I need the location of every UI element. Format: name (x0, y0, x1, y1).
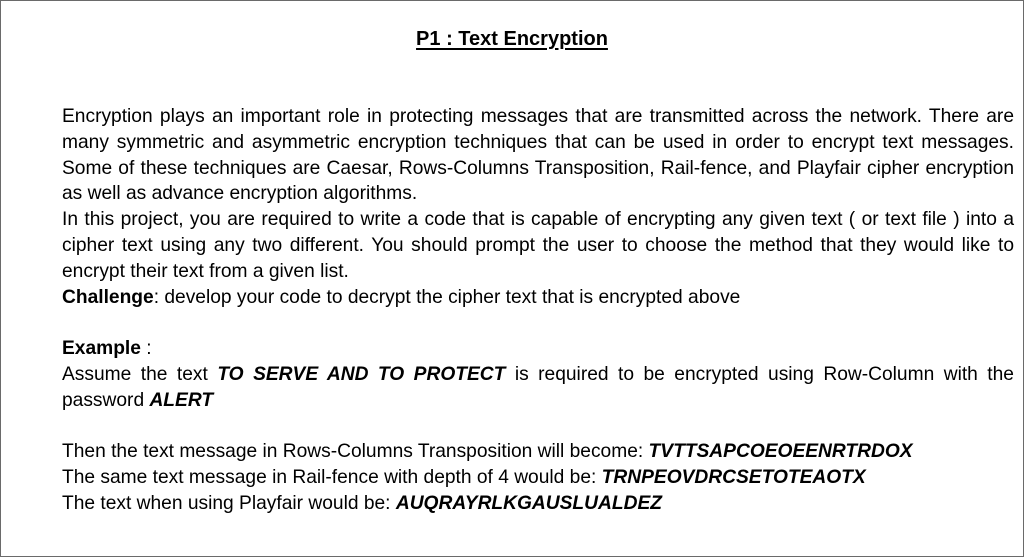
project-paragraph: In this project, you are required to write a code that is capable of encrypting any given text ( or text file ) into a cipher text using any two different. You should prompt the user to choose the method that they would like to encrypt their text from a given list. (62, 209, 1014, 282)
example-assume-text-2: is required to be encrypted using Row-Column with the password (62, 363, 1014, 411)
document-body (62, 104, 1014, 517)
example-label: Example (62, 338, 141, 360)
challenge-label: Challenge (62, 286, 154, 308)
result-line-playfair (62, 491, 1014, 517)
result-line-transposition (62, 439, 1014, 465)
result-cipher: AUQRAYRLKGAUSLUALDEZ (395, 492, 662, 514)
example-plaintext: TO SERVE AND TO PROTECT (217, 363, 506, 385)
example-heading (62, 336, 1014, 362)
result-text: Then the text message in Rows-Columns Transposition will become: (62, 441, 649, 463)
example-paragraph (62, 362, 1014, 414)
document-title: P1 : Text Encryption (416, 28, 608, 50)
intro-paragraph: Encryption plays an important role in protecting messages that are transmitted across the network. There are many symmetric and asymmetric encryption techniques that can be used in order to encrypt text messages. Some of these techniques are Caesar, Rows-Columns Transposition, Rail-fence, and Playfair cipher encryption as well as advance encryption algorithms. (62, 106, 1014, 205)
result-line-railfence (62, 465, 1014, 491)
result-text: The same text message in Rail-fence with depth of 4 would be: (62, 467, 602, 489)
spacer (62, 310, 1014, 336)
example-label-suffix: : (140, 338, 152, 360)
result-text: The text when using Playfair would be: (62, 492, 396, 514)
challenge-line (62, 285, 1014, 311)
spacer (62, 414, 1014, 440)
example-assume-text: Assume the text (62, 363, 218, 385)
result-cipher: TVTTSAPCOEOEENRTRDOX (648, 441, 913, 463)
result-cipher: TRNPEOVDRCSETOTEAOTX (601, 467, 866, 489)
example-password: ALERT (149, 389, 214, 411)
challenge-text: : develop your code to decrypt the cipher text that is encrypted above (153, 286, 741, 308)
